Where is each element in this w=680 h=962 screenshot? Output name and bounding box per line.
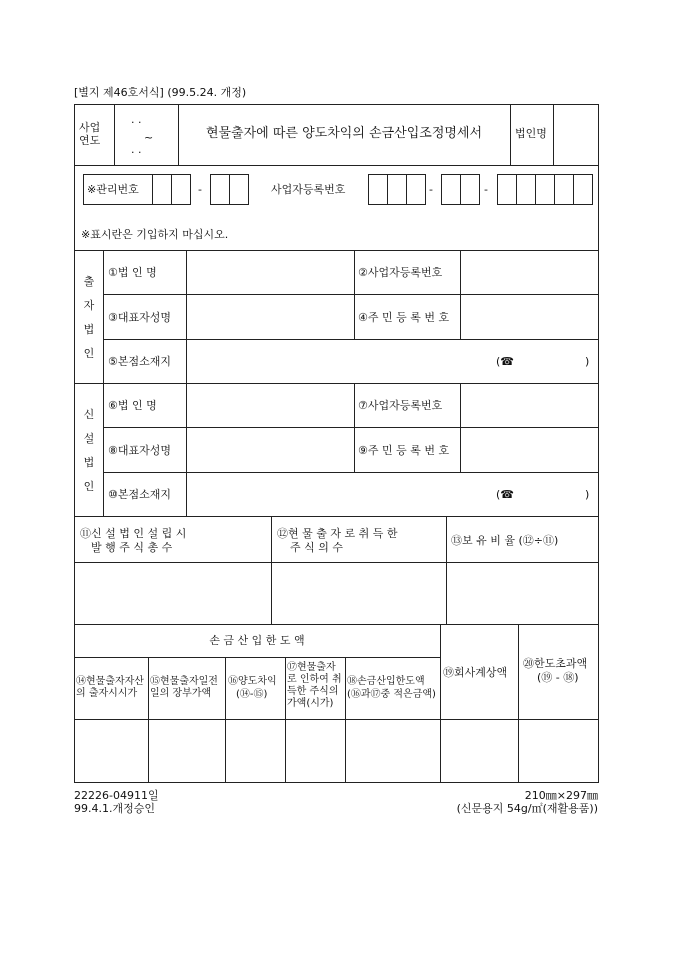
phone-icon: (☎ [496,355,514,368]
biz-reg-box[interactable] [441,174,461,205]
col-14-label: ⑭현물출자자산의 출자시시가 [76,676,144,699]
investor-hq-address-label: ⑤본점소재지 [108,355,171,368]
notice-text: ※표시란은 기입하지 마십시오. [81,228,229,241]
investor-corp-name-label: ①법 인 명 [108,266,157,279]
total-shares-issued-label: ⑪신 설 법 인 설 립 시 [80,527,187,540]
dash: - [429,183,433,196]
biz-reg-box[interactable] [368,174,388,205]
biz-reg-box[interactable] [535,174,555,205]
period-end-dots: · · [131,146,142,159]
investor-section-label: 출 자 법 인 [83,275,95,360]
phone-icon: (☎ [496,488,514,501]
investor-resident-no-label: ④주 민 등 록 번 호 [358,311,450,324]
form-title: 현물출자에 따른 양도차익의 손금산입조정명세서 [205,126,483,141]
col-15-label: ⑮현물출자일전일의 장부가액 [150,676,218,699]
col-17-label: ⑰현물출자로 인하여 취득한 주식의 가액(시가) [287,662,342,709]
period-label: 사업 [79,121,101,134]
col-16-label: ⑯양도차익 [228,676,277,687]
new-corp-rep-name-label: ⑧대표자성명 [108,444,171,457]
biz-reg-box[interactable] [573,174,593,205]
mgmt-no-box[interactable] [152,174,172,205]
period-tilde: ~ [144,131,154,144]
biz-reg-box[interactable] [516,174,536,205]
new-corp-hq-address-label: ⑩본점소재지 [108,488,171,501]
col-20-formula: (⑲ - ⑱) [537,671,579,684]
paper-size: 210㎜×297㎜ [524,789,598,802]
deduction-limit-header: 손 금 산 입 한 도 액 [209,634,305,647]
dash: - [484,183,488,196]
period-start-dots: · · [131,116,142,129]
new-corp-biz-reg-label: ⑦사업자등록번호 [358,399,443,412]
shares-acquired-label: ⑫현 물 출 자 로 취 득 한 [277,527,398,540]
form-reference: [별지 제46호서식] (99.5.24. 개정) [74,86,247,99]
new-corp-section-label: 신 설 법 인 [83,408,95,493]
mgmt-no-box[interactable] [210,174,230,205]
period-label-2: 연도 [79,134,101,147]
col-18-label: ⑱손금산입한도액 [347,676,425,687]
form-code: 22226-04911일 [74,789,159,802]
biz-reg-box[interactable] [497,174,517,205]
biz-reg-box[interactable] [387,174,407,205]
holding-ratio-label: ⑬보 유 비 율 (⑫÷⑪) [451,534,559,547]
management-number-label: ※관리번호 [87,183,139,196]
shares-acquired-label-2: 주 식 의 수 [290,541,343,554]
business-registration-label: 사업자등록번호 [271,183,346,196]
biz-reg-box[interactable] [406,174,426,205]
col-20-label: ⑳한도초과액 [523,657,588,670]
new-corp-resident-no-label: ⑨주 민 등 록 번 호 [358,444,450,457]
investor-biz-reg-label: ②사업자등록번호 [358,266,443,279]
approval-date: 99.4.1.개정승인 [74,802,155,815]
col-19-label: ⑲회사계상액 [443,666,508,679]
phone-close: ) [585,355,590,368]
paper-spec: (신문용지 54g/㎡(재활용품)) [456,802,598,815]
total-shares-issued-label-2: 발 행 주 식 총 수 [91,541,173,554]
mgmt-no-box[interactable] [171,174,191,205]
mgmt-no-box[interactable] [229,174,249,205]
new-corp-name-label: ⑥법 인 명 [108,399,157,412]
corp-name-label: 법인명 [515,127,547,140]
biz-reg-box[interactable] [554,174,574,205]
phone-close: ) [585,488,590,501]
col-18-formula: (⑯과⑰중 적은금액) [347,689,436,700]
dash: - [198,183,202,196]
biz-reg-box[interactable] [460,174,480,205]
col-16-formula: (⑭-⑮) [236,689,268,700]
investor-rep-name-label: ③대표자성명 [108,311,171,324]
